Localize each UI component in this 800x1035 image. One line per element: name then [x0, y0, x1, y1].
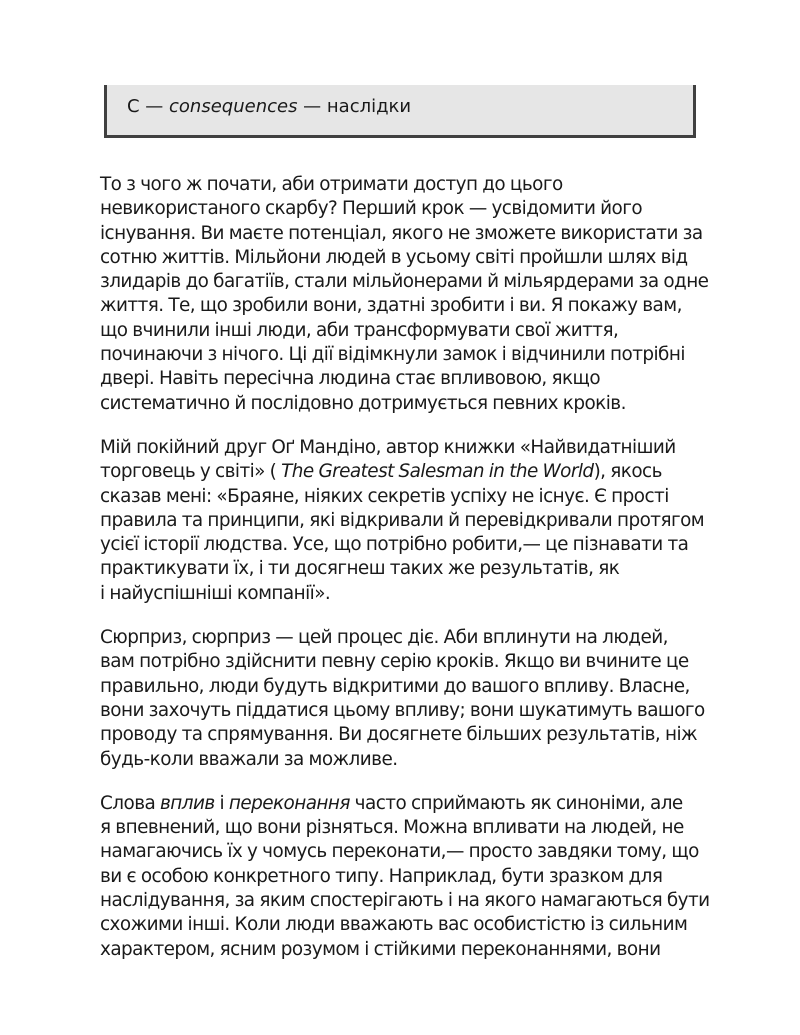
text-line: [100, 675, 720, 699]
text-run: правильно, люди будуть відкритими до вашого впливу. Власне,: [100, 675, 690, 697]
text-run: характером, ясним розумом і стійкими переконаннями, вони: [100, 938, 661, 960]
text-line: [100, 294, 720, 318]
text-line: [100, 197, 720, 221]
text-line: [100, 460, 720, 484]
text-run: невикористаного скарбу? Перший крок — усвідомити його: [100, 198, 643, 220]
text-run: Сюрприз, сюрприз — цей процес діє. Аби вплинути на людей,: [100, 627, 668, 649]
text-line: [100, 485, 720, 509]
text-run: існування. Ви маєте потенціал, якого не зможете використати за: [100, 222, 703, 244]
text-line: [100, 816, 720, 840]
text-line: [100, 367, 720, 391]
paragraph: [100, 792, 720, 962]
text-run: усієї історії людства. Усе, що потрібно робити,— це пізнавати та: [100, 534, 689, 556]
text-line: [100, 865, 720, 889]
callout-term: consequences: [169, 96, 298, 117]
text-line: [100, 938, 720, 962]
text-run: будь-коли вважали за можливе.: [100, 748, 398, 770]
italic-text: переконання: [228, 792, 350, 814]
text-run: Слова: [100, 792, 161, 814]
text-line: [100, 343, 720, 367]
text-line: [100, 173, 720, 197]
text-line: [100, 557, 720, 581]
text-run: правила та принципи, які відкривали й перевідкривали протягом: [100, 509, 705, 531]
italic-text: The Greatest Salesman in the World: [281, 461, 594, 483]
text-line: [100, 650, 720, 674]
text-line: [100, 723, 720, 747]
text-run: Мій покійний друг Оґ Мандіно, автор книжки «Найвидатніший: [100, 436, 676, 458]
text-run: злидарів до багатіїв, стали мільйонерами й мільярдерами за одне: [100, 271, 709, 293]
text-run: сотню життів. Мільйони людей в усьому світі пройшли шлях від: [100, 246, 688, 268]
text-run: що вчинили інші люди, аби трансформувати свої життя,: [100, 319, 619, 341]
text-line: [100, 840, 720, 864]
text-run: торговець у світі» (: [100, 461, 282, 483]
text-line: [100, 270, 720, 294]
paragraph: [100, 173, 720, 416]
text-run: і: [214, 792, 229, 814]
paragraph: [100, 436, 720, 606]
text-run: життя. Те, що зробили вони, здатні зробити і ви. Я покажу вам,: [100, 295, 682, 317]
text-run: ), якось: [593, 461, 662, 483]
text-run: і найуспішніші компанії».: [100, 582, 331, 604]
text-line: [100, 626, 720, 650]
text-run: ви є особою конкретного типу. Наприклад, бути зразком для: [100, 865, 663, 887]
text-line: [100, 582, 720, 606]
text-line: [100, 699, 720, 723]
text-run: практикувати їх, і ти досягнеш таких же результатів, як: [100, 558, 620, 580]
italic-text: вплив: [160, 792, 215, 814]
text-run: починаючи з нічого. Ці дії відімкнули замок і відчинили потрібні: [100, 344, 685, 366]
text-run: То з чого ж почати, аби отримати доступ до цього: [100, 174, 563, 195]
text-run: проводу та спрямування. Ви досягнете більших результатів, ніж: [100, 724, 698, 746]
text-run: сказав мені: «Браяне, ніяких секретів успіху не існує. Є прості: [100, 485, 669, 507]
text-line: [100, 748, 720, 772]
callout-suffix: — наслідки: [297, 96, 412, 117]
text-run: схожими інші. Коли люди вважають вас особистістю із сильним: [100, 914, 688, 936]
text-run: наслідування, за яким спостерігають і на якого намагаються бути: [100, 890, 710, 912]
text-run: вони захочуть піддатися цьому впливу; вони шукатимуть вашого: [100, 699, 705, 721]
text-line: [100, 792, 720, 816]
text-line: [100, 246, 720, 270]
body-text: [100, 173, 720, 982]
text-line: [100, 533, 720, 557]
text-line: [100, 319, 720, 343]
text-run: намагаючись їх у чомусь переконати,— просто завдяки тому, що: [100, 841, 699, 863]
text-line: [100, 889, 720, 913]
paragraph: [100, 626, 720, 772]
text-run: систематично й послідовно дотримується певних кроків.: [100, 392, 626, 414]
callout-text: [127, 95, 411, 119]
text-line: [100, 509, 720, 533]
callout-box: [104, 85, 696, 138]
text-run: вам потрібно здійснити певну серію кроків. Якщо ви вчините це: [100, 651, 689, 673]
text-run: двері. Навіть пересічна людина стає впливовою, якщо: [100, 368, 601, 390]
text-line: [100, 913, 720, 937]
text-line: [100, 392, 720, 416]
text-run: я впевнений, що вони різняться. Можна впливати на людей, не: [100, 817, 684, 839]
text-run: часто сприймають як синоніми, але: [349, 792, 683, 814]
text-line: [100, 222, 720, 246]
text-line: [100, 436, 720, 460]
callout-prefix: С —: [127, 96, 170, 117]
